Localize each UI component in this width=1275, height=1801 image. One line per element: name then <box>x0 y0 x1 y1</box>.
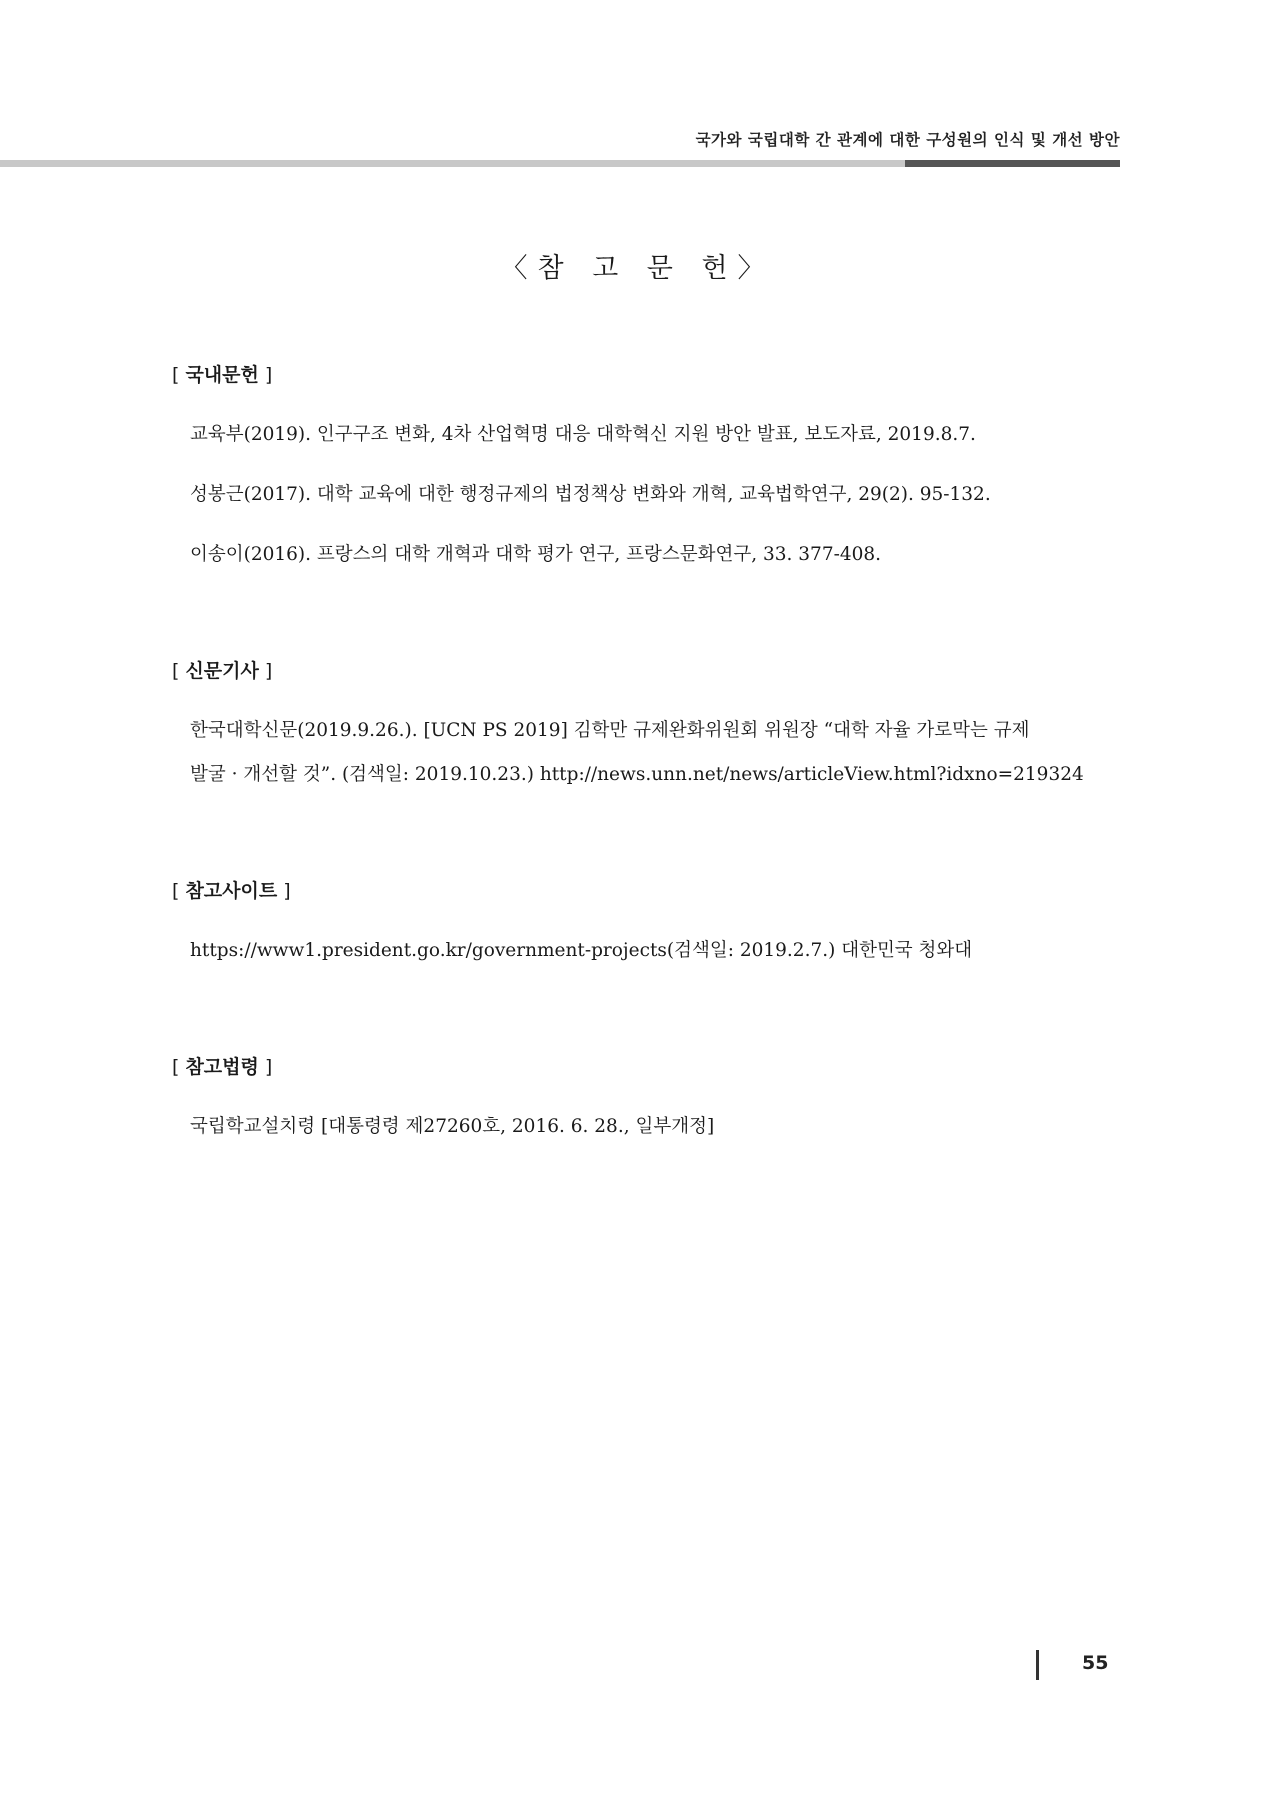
header-rule-accent <box>905 160 1120 167</box>
section-heading-label: 국내문헌 <box>185 364 259 386</box>
section-heading-news: [ 신문기사 ] <box>172 660 273 682</box>
section-heading-domestic: [ 국내문헌 ] <box>172 364 273 386</box>
page-title: 〈참 고 문 헌〉 <box>500 253 775 284</box>
running-header: 국가와 국립대학 간 관계에 대한 구성원의 인식 및 개선 방안 <box>695 131 1120 149</box>
section-heading-label: 참고법령 <box>185 1056 259 1078</box>
reference-entry: 교육부(2019). 인구구조 변화, 4차 산업혁명 대응 대학혁신 지원 방안 발표, 보도자료, 2019.8.7. <box>190 424 976 445</box>
reference-entry: 국립학교설치령 [대통령령 제27260호, 2016. 6. 28., 일부개정] <box>190 1116 715 1137</box>
section-heading-websites: [ 참고사이트 ] <box>172 880 291 902</box>
page-number: 55 <box>1082 1652 1109 1674</box>
section-heading-label: 신문기사 <box>185 660 259 682</box>
reference-entry-continuation: 발굴 · 개선할 것”. (검색일: 2019.10.23.) http://news.unn.net/news/articleView.html?idxno=219324 <box>190 764 1084 785</box>
page-number-bar <box>1036 1650 1039 1680</box>
section-heading-label: 참고사이트 <box>185 880 278 902</box>
reference-entry: 성봉근(2017). 대학 교육에 대한 행정규제의 법정책상 변화와 개혁, 교육법학연구, 29(2). 95-132. <box>190 484 991 505</box>
section-heading-laws: [ 참고법령 ] <box>172 1056 273 1078</box>
reference-entry: 한국대학신문(2019.9.26.). [UCN PS 2019] 김학만 규제완화위원회 위원장 “대학 자율 가로막는 규제 <box>190 720 1030 741</box>
reference-entry: 이송이(2016). 프랑스의 대학 개혁과 대학 평가 연구, 프랑스문화연구, 33. 377-408. <box>190 544 882 565</box>
reference-entry: https://www1.president.go.kr/government-projects(검색일: 2019.2.7.) 대한민국 청와대 <box>190 940 973 961</box>
